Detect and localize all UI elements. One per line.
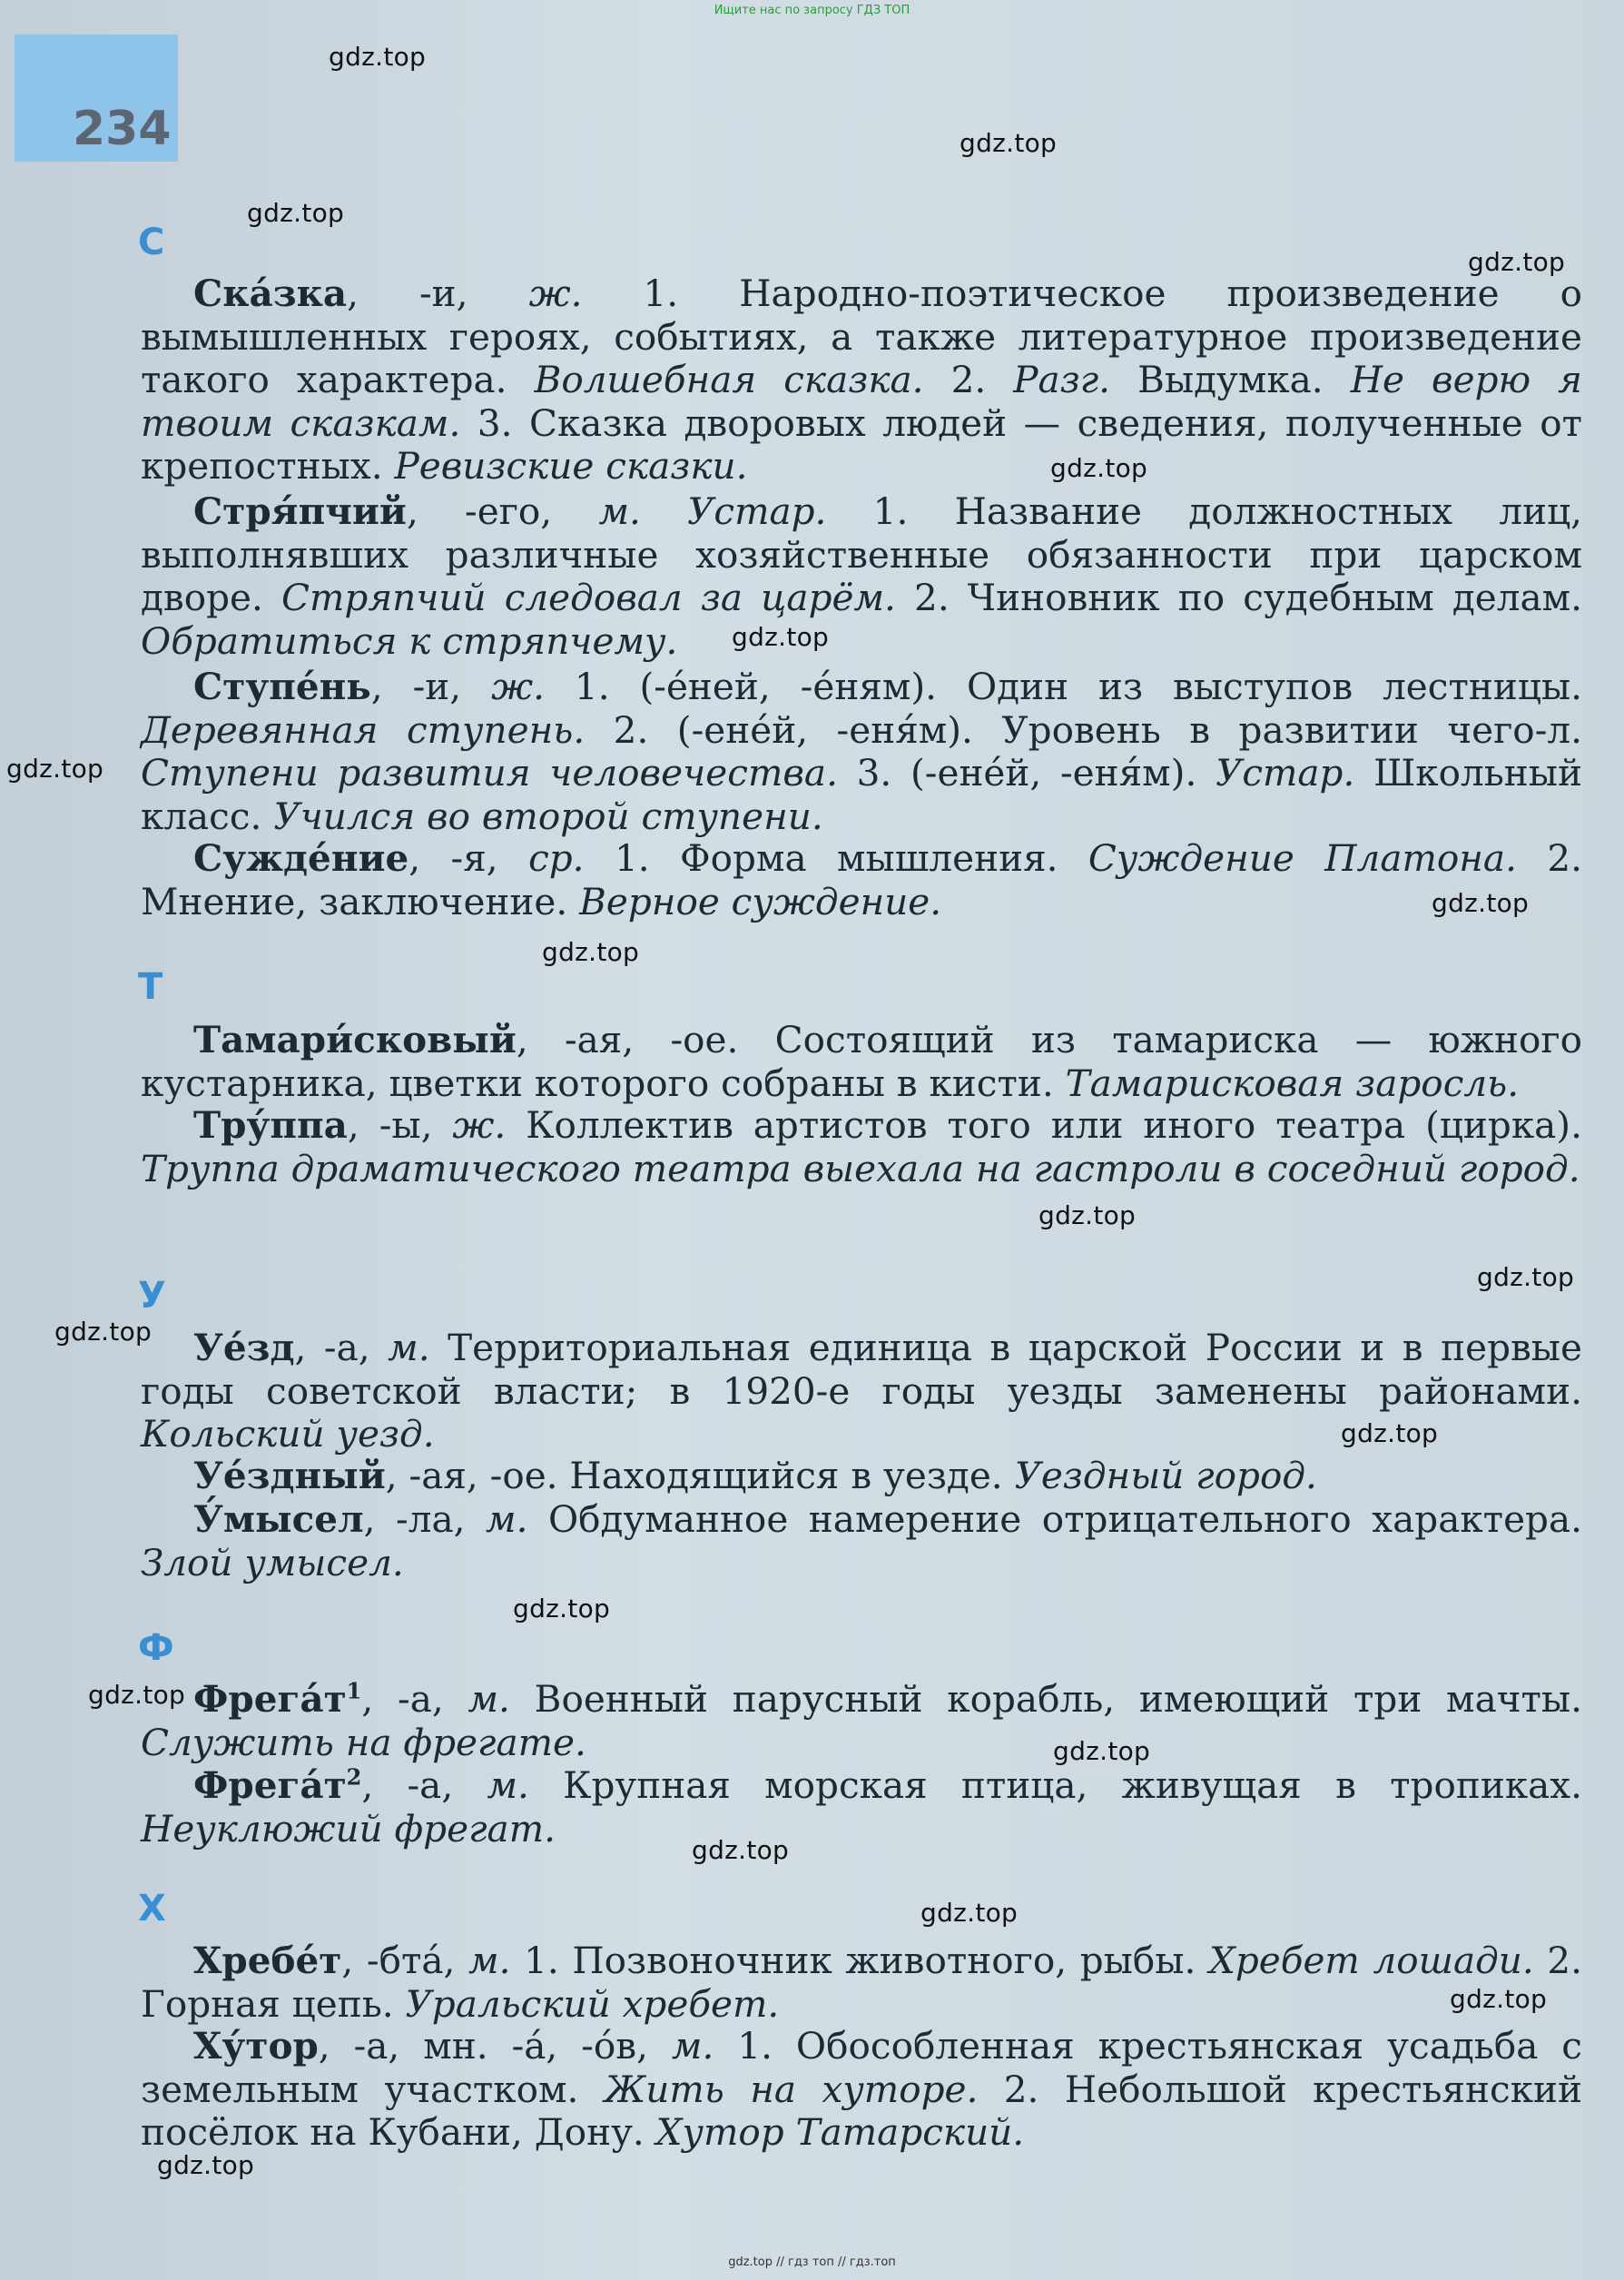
- grammar: , -а,: [361, 1677, 468, 1721]
- watermark: gdz.top: [1477, 1262, 1575, 1292]
- entry-suzhdenie: [141, 837, 1582, 923]
- example: Злой умысел.: [141, 1540, 404, 1584]
- example: Неуклюжий фрегат.: [141, 1806, 556, 1851]
- definition: 3. (-ене́й, -еня́м).: [837, 751, 1216, 795]
- example: Уездный город.: [1014, 1454, 1317, 1497]
- watermark: gdz.top: [6, 754, 104, 784]
- watermark: gdz.top: [542, 937, 640, 967]
- example: Обратиться к стряпчему.: [141, 618, 678, 663]
- entry-uezd: [141, 1327, 1582, 1456]
- definition: Крупная морская птица, живущая в тропиках.: [528, 1763, 1583, 1807]
- headword: [193, 1763, 361, 1807]
- style-mark: Разг.: [1013, 358, 1111, 401]
- entry-uezdny: [141, 1455, 1582, 1498]
- entry-truppa: [141, 1104, 1582, 1190]
- headword: Стря́пчий: [193, 489, 407, 533]
- watermark: gdz.top: [513, 1594, 611, 1624]
- watermark: gdz.top: [732, 622, 830, 652]
- gender-mark: м.: [468, 1677, 510, 1721]
- definition: 2. Небольшой крестьянский посёлок на Кубани, Дону.: [141, 2067, 1582, 2154]
- example: Не верю я твоим сказкам.: [141, 358, 1582, 445]
- page-number: 234: [73, 102, 172, 156]
- style-mark: Устар.: [1216, 751, 1355, 795]
- definition: 1. Форма мышления.: [584, 836, 1088, 880]
- gender-mark: ж.: [491, 665, 545, 708]
- watermark: gdz.top: [1468, 247, 1566, 277]
- section-letter: Ф: [138, 1627, 174, 1669]
- definition: Выдумка.: [1110, 358, 1351, 401]
- watermark: gdz.top: [1432, 888, 1530, 918]
- example: Жить на хуторе.: [604, 2067, 979, 2111]
- watermark: gdz.top: [1341, 1418, 1439, 1448]
- example: Учился во второй ступени.: [273, 794, 823, 838]
- definition: , -ая, -ое. Находящийся в уезде.: [385, 1454, 1015, 1497]
- headword-text: Фрега́т: [193, 1763, 347, 1807]
- headword: Тру́ппа: [193, 1103, 348, 1147]
- definition: Коллектив артистов того или иного театра (цирка).: [506, 1103, 1582, 1147]
- example: Служить на фрегате.: [141, 1720, 586, 1764]
- entry-khrebet: [141, 1939, 1582, 2026]
- headword: [193, 1677, 361, 1721]
- example: Волшебная сказка.: [534, 358, 924, 401]
- headword: Уе́зд: [193, 1326, 295, 1369]
- definition: 1. Название должностных лиц, выполнявших различные хозяйственные обязанности при царском дворе.: [141, 489, 1582, 619]
- watermark: gdz.top: [157, 2150, 255, 2180]
- watermark: gdz.top: [920, 1898, 1019, 1928]
- gender-mark: м.: [388, 1326, 430, 1369]
- watermark: gdz.top: [1450, 1984, 1548, 2014]
- watermark: gdz.top: [329, 42, 427, 72]
- grammar: , -и,: [370, 665, 492, 708]
- watermark: gdz.top: [1038, 1200, 1137, 1230]
- headword: Сужде́ние: [193, 836, 409, 880]
- gender-mark: м.: [487, 1763, 529, 1807]
- headword: Ху́тор: [193, 2024, 319, 2068]
- grammar: , -я,: [408, 836, 529, 880]
- gender-mark: м.: [671, 2024, 714, 2068]
- definition: , -ая, -ое. Состоящий из тамариска — южного кустарника, цветки которого собраны в кисти.: [141, 1018, 1582, 1105]
- watermark: gdz.top: [960, 128, 1058, 158]
- example: Тамарисковая заросль.: [1065, 1061, 1520, 1105]
- example: Стряпчий следовал за царём.: [281, 576, 896, 619]
- gender-mark: ср.: [528, 836, 585, 880]
- headword: Ступе́нь: [193, 665, 371, 708]
- gender-mark: ж.: [452, 1103, 507, 1147]
- watermark: gdz.top: [1053, 1736, 1151, 1766]
- entry-tamariskovy: [141, 1019, 1582, 1105]
- grammar: , -его,: [406, 489, 599, 533]
- entry-stryapchiy: [141, 490, 1582, 663]
- watermark: gdz.top: [54, 1317, 153, 1347]
- grammar: , -ла,: [363, 1497, 486, 1541]
- section-letter: Т: [138, 966, 163, 1008]
- grammar: , -а,: [294, 1326, 389, 1369]
- headword: Ска́зка: [193, 271, 348, 315]
- example: Ревизские сказки.: [394, 444, 748, 488]
- gender-mark: м. Устар.: [598, 489, 827, 533]
- gender-mark: м.: [485, 1497, 528, 1541]
- watermark: gdz.top: [1050, 453, 1148, 483]
- watermark: gdz.top: [247, 198, 345, 228]
- example: Верное суждение.: [579, 879, 942, 923]
- definition: 2. Чиновник по судебным делам.: [895, 576, 1582, 619]
- gender-mark: м.: [468, 1939, 511, 1982]
- headword: Тамари́сковый: [193, 1018, 517, 1061]
- example: Деревянная ступень.: [141, 707, 586, 752]
- headword: У́мысел: [193, 1497, 364, 1541]
- watermark: gdz.top: [88, 1680, 186, 1710]
- section-letter: С: [138, 222, 165, 263]
- gender-mark: ж.: [528, 271, 583, 315]
- entry-fregat-2: [141, 1764, 1582, 1851]
- section-letter: У: [138, 1275, 166, 1317]
- example: Труппа драматического театра выехала на гастроли в соседний город.: [141, 1146, 1580, 1190]
- example: Уральский хребет.: [405, 1981, 780, 2026]
- entry-stupen: [141, 666, 1582, 838]
- example: Суждение Платона.: [1088, 836, 1517, 880]
- definition: 2. (-ене́й, -еня́м). Уровень в развитии чего-л.: [585, 707, 1582, 752]
- definition: 1. Народно-поэтическое произведение о вымышленных героях, событиях, а также литературное произведение такого характера.: [141, 271, 1582, 401]
- definition: 1. (-е́ней, -е́ням). Один из выступов лестницы.: [545, 665, 1582, 708]
- homonym-index: 1: [346, 1677, 362, 1704]
- definition: Школьный класс.: [141, 751, 1582, 838]
- grammar: , -и,: [347, 271, 529, 315]
- grammar: , -ы,: [347, 1103, 453, 1147]
- definition: Военный парусный корабль, имеющий три мачты.: [509, 1677, 1582, 1721]
- example: Хутор Татарский.: [655, 2110, 1025, 2154]
- header-notice: Ищите нас по запросу ГДЗ ТОП: [714, 4, 910, 17]
- headword: Уе́здный: [193, 1454, 386, 1497]
- grammar: , -бта́,: [341, 1939, 469, 1982]
- definition: 3. Сказка дворовых людей — сведения, полученные от крепостных.: [141, 400, 1582, 488]
- example: Хребет лошади.: [1209, 1939, 1534, 1982]
- entry-khutor: [141, 2025, 1582, 2155]
- grammar: , -а, мн. -а́, -о́в,: [318, 2024, 672, 2068]
- headword: Хребе́т: [193, 1939, 342, 1982]
- watermark: gdz.top: [692, 1835, 790, 1865]
- footer-watermark: gdz.top // гдз топ // гдз.топ: [728, 2255, 896, 2269]
- definition: 2. Мнение, заключение.: [141, 836, 1583, 923]
- example: Кольский уезд.: [141, 1412, 435, 1456]
- grammar: , -а,: [361, 1763, 487, 1807]
- definition: 2. Горная цепь.: [141, 1939, 1583, 2026]
- definition: 2.: [923, 358, 1014, 401]
- entry-skazka: [141, 272, 1582, 489]
- example: Ступени развития человечества.: [141, 751, 838, 795]
- entry-fregat-1: [141, 1678, 1582, 1764]
- entry-umysel: [141, 1498, 1582, 1584]
- definition: 1. Обособленная крестьянская усадьба с земельным участком.: [141, 2024, 1582, 2111]
- definition: 1. Позвоночник животного, рыбы.: [510, 1939, 1209, 1982]
- section-letter: Х: [138, 1888, 166, 1930]
- definition: Обдуманное намерение отрицательного характера.: [527, 1497, 1582, 1541]
- headword-text: Фрега́т: [193, 1677, 347, 1721]
- definition: Территориальная единица в царской России и в первые годы советской власти; в 1920-е годы уезды заменены районами.: [141, 1326, 1582, 1413]
- homonym-index: 2: [346, 1763, 362, 1791]
